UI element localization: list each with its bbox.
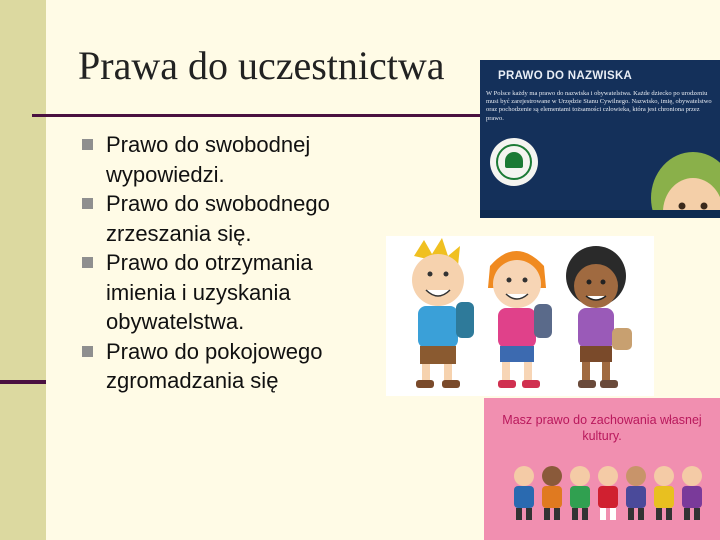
culture-rights-text: Masz prawo do zachowania własnej kultury. (502, 413, 702, 443)
culture-rights-image (484, 398, 720, 540)
civil-registry-logo-icon (490, 138, 538, 186)
bullet-square-icon (82, 257, 93, 268)
sidebar-accent-line (0, 380, 46, 384)
name-rights-title: PRAWO DO NAZWISKA (498, 70, 633, 82)
slide-sidebar (0, 0, 46, 540)
bullet-square-icon (82, 346, 93, 357)
bullet-item (80, 248, 380, 337)
slide-title: Prawa do uczestnictwa (78, 43, 445, 88)
walking-children-illustration (386, 236, 654, 396)
bullet-text: Prawo do pokojowego zgromadzania się (106, 338, 323, 393)
name-rights-image (480, 60, 720, 218)
baby-photo-icon (648, 150, 720, 218)
title-underline (32, 114, 482, 117)
bullet-text: Prawo do otrzymania imienia i uzyskania obywatelstwa. (106, 250, 313, 334)
bullet-item (80, 189, 380, 248)
image-bottom-stripe (480, 210, 720, 218)
bullet-square-icon (82, 198, 93, 209)
children-row-icon (484, 464, 720, 534)
bullet-item (80, 337, 380, 396)
bullet-item (80, 130, 380, 189)
bullet-list (80, 130, 380, 396)
bullet-text: Prawo do swobodnego zrzeszania się. (106, 191, 330, 246)
bullet-text: Prawo do swobodnej wypowiedzi. (106, 132, 311, 187)
bullet-square-icon (82, 139, 93, 150)
name-rights-text: W Polsce każdy ma prawo do nazwiska i obywatelstwa. Każde dziecko po urodzeniu musi być zarejestrowane w Urzędzie Stanu Cywilnego. Nazwisko, imię, obywatelstwo oraz pochodzenie są elementami tożsamości człowieka, która jest chroniona przez prawo. (486, 90, 712, 122)
children-drawing-icon (386, 236, 654, 396)
